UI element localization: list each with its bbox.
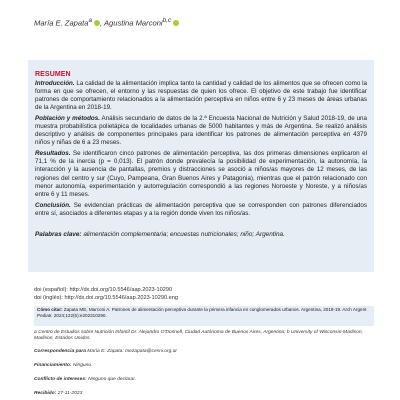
affiliation-marker: a [88, 17, 92, 24]
abstract-heading: RESUMEN [35, 71, 71, 78]
received-text: 27-11-2023 [56, 391, 83, 396]
citation-label: Cómo citar: [37, 307, 63, 312]
funding-label: Financiamiento: [34, 363, 72, 368]
author-name: María E. Zapata [34, 18, 89, 28]
citation-text: Zapata ME, Marconi A. Patrones de alimentación perceptiva durante la primera infancia en conglomerados urbanos. Argentina, 2018-19. Arch Argent Pediatr. 2024;122(5):e202310290. [37, 307, 367, 318]
conflict-label: Conflicto de intereses: [34, 377, 87, 382]
correspondence-label: Correspondencia para [34, 349, 86, 354]
abstract-conclusion [35, 202, 367, 218]
author-line: María E. Zapata$^a$ , Agustina Marconi$^{b,c}$ [34, 17, 179, 28]
affiliation-marker: b,c [162, 17, 172, 24]
section-label: Introducción. [35, 80, 75, 87]
keywords-label: Palabras clave: [35, 230, 82, 238]
section-text: La calidad de la alimentación implica tanto la cantidad y calidad de los alimentos que se ofrecen como la forma en que se ofrecen, el entorno y las respuestas de quien los ofrece. El objetivo de este trabajo fue identificar patrones de comportamiento relacionados a la alimentación perceptiva en niños entre 6 y 23 meses de áreas urbanas de la Argentina en 2018-19. [35, 80, 367, 112]
keywords-text: alimentación complementaria; encuestas nutricionales; niño; Argentina. [81, 230, 285, 238]
abstract-box [28, 60, 374, 272]
correspondence-text: María E. Zapata: mezapata@cesni.org.ar [85, 349, 178, 354]
citation-box [34, 306, 374, 326]
section-label: Población y métodos. [35, 115, 100, 123]
correspondence [34, 349, 374, 355]
received-date [34, 391, 374, 397]
funding-text: Ninguno. [71, 363, 93, 368]
conflict-text: Ninguno que declarar. [86, 377, 137, 382]
section-label: Resultados. [35, 150, 71, 158]
abstract-results [35, 150, 367, 198]
orcid-icon[interactable] [94, 20, 100, 26]
doi-english[interactable]: doi (inglés): http://dx.doi.org/10.5546/aap.2023-10290.eng [34, 295, 178, 301]
section-text: Se identificaron cinco patrones de alimentación perceptiva, las dos primeras dimensiones explicaron el 71,1 % de la inercia (p = 0,013). El patrón donde prevalecía la posibilidad de experimentación, la autonomía, la interacción y la ausencia de pantallas, premios y distracciones se asoció a niños/as mayores de 12 meses, de las regiones del centro y sur (Cuyo, Pampeana, Gran Buenos Aires y Patagonia), mientras que el patrón relacionado con menor autonomía, experimentación y autorregulación correspondió a las regiones Noroeste y Noreste, y a niños/as entre 6 y 11 meses. [35, 150, 367, 198]
abstract-introduction [35, 80, 367, 112]
author-name: Agustina Marconi [103, 18, 163, 28]
received-label: Recibido: [34, 391, 57, 396]
abstract-methods [35, 115, 367, 147]
section-label: Conclusión. [35, 201, 71, 209]
conflict-of-interest [34, 377, 374, 383]
orcid-icon[interactable] [173, 20, 179, 26]
keywords [35, 231, 367, 239]
section-text: Análisis secundario de datos de la 2.ª Encuesta Nacional de Nutrición y Salud 2018-19, de una muestra probabilística polietápica de localidades urbanas de 5000 habitantes y más de Argentina. Se realizó análisis descriptivo y análisis de componentes principales para identificar los patrones de alimentación perceptiva en 4379 niños y niñas de 6 a 23 meses. [35, 115, 368, 147]
doi-spanish[interactable]: doi (español): http://dx.doi.org/10.5546/aap.2023-10290 [34, 287, 173, 293]
funding [34, 363, 374, 369]
affiliations: a Centro de Estudios sobre Nutrición Infantil Dr. Alejandro O'Donnell, Ciudad Autónoma de Buenos Aires, Argentina; b University of Wisconsin-Madison, Madison, Estados Unidos. [34, 330, 363, 342]
section-text: Se evidencian prácticas de alimentación perceptiva que se corresponden con patrones diferenciados entre sí, asociados a diferentes etapas y a la región donde viven los niños/as. [35, 201, 367, 217]
